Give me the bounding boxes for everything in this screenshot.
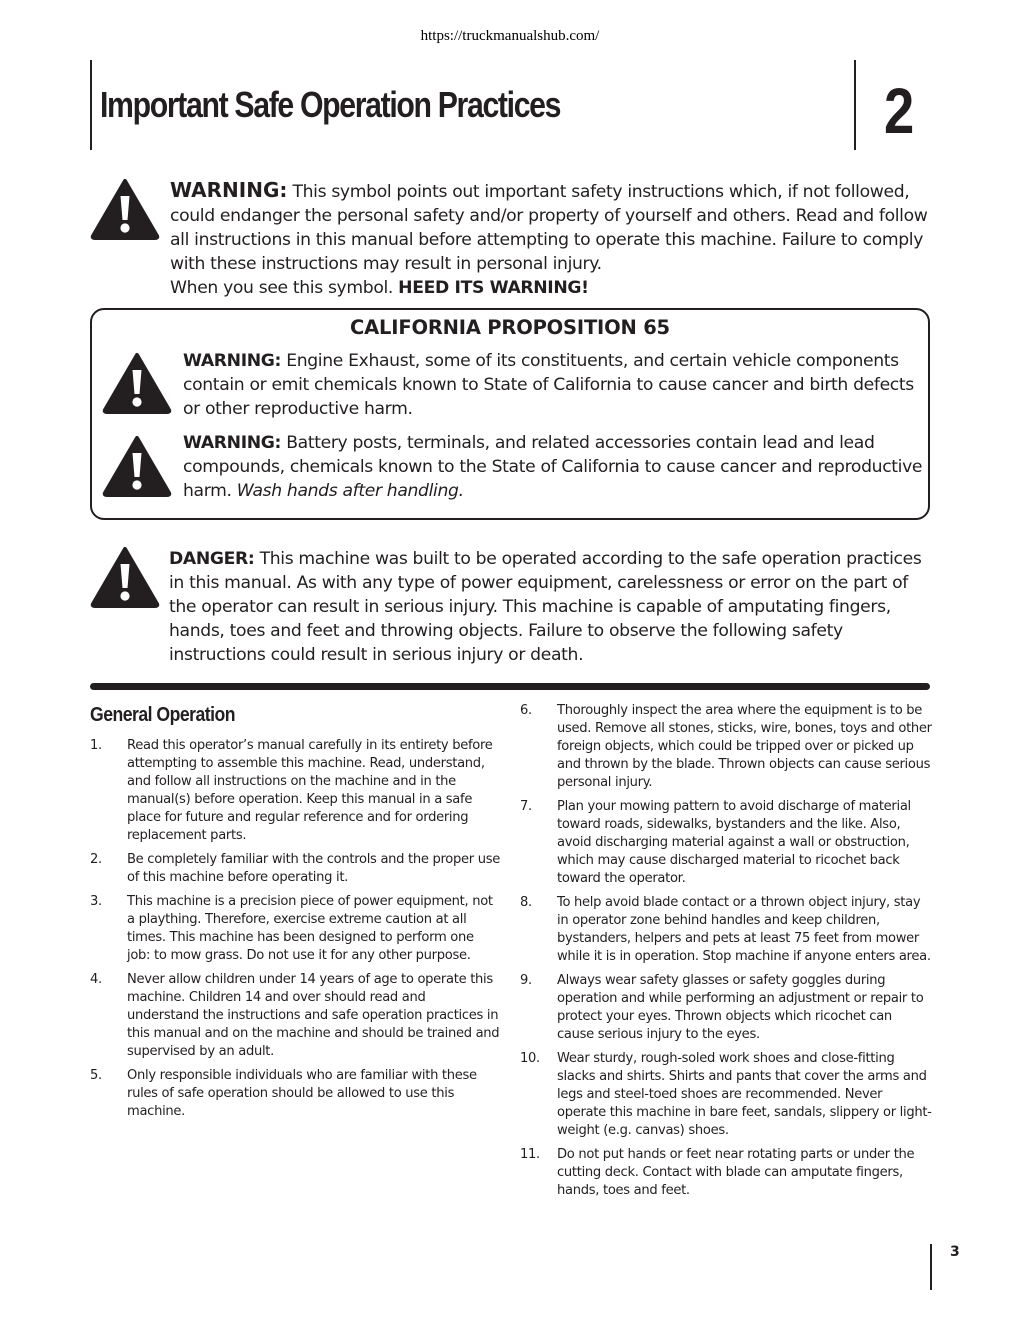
wash-hands-note: Wash hands after handling. xyxy=(236,481,464,501)
list-item-text: Read this operator’s manual carefully in its entirety before attempting to assemble this machine. Read, understand, and follow all instructions on the machine and in the manual(s) before operation. Keep this manual in a safe place for future and regular reference and for ordering replacement parts. xyxy=(127,738,493,843)
list-item-number: 6. xyxy=(520,703,532,718)
prop65-warning1-text: Engine Exhaust, some of its constituents, and certain vehicle components contain or emit chemicals known to State of California to cause cancer and birth defects or other reproductive harm. xyxy=(183,351,914,419)
footer-rule xyxy=(930,1244,932,1290)
prop65-warning2-text: Battery posts, terminals, and related accessories contain lead and lead compounds, chemicals known to the State of California to cause cancer and reproductive harm. xyxy=(183,433,923,501)
prop65-warning2-label: WARNING: xyxy=(183,433,282,453)
list-item xyxy=(90,971,500,1061)
general-operation-list-right xyxy=(520,702,932,1206)
prop65-warning-exhaust xyxy=(183,349,923,421)
warning-label: WARNING: xyxy=(170,178,288,202)
warning-triangle-icon xyxy=(90,178,160,240)
list-item-text: To help avoid blade contact or a thrown object injury, stay in operator zone behind handles and keep children, bystanders, helpers and pets at least 75 feet from mower while it is in operation. Stop machine if anyone enters area. xyxy=(557,895,931,964)
list-item xyxy=(520,798,932,888)
list-item xyxy=(90,851,500,887)
list-item-text: Always wear safety glasses or safety goggles during operation and while performing an adjustment or repair to protect your eyes. Thrown objects which ricochet can cause serious injury to the eyes. xyxy=(557,973,924,1042)
list-item xyxy=(520,894,932,966)
source-url[interactable]: https://truckmanualshub.com/ xyxy=(420,28,600,44)
prop65-warning-battery xyxy=(183,431,923,503)
general-operation-heading: General Operation xyxy=(90,703,236,726)
warning-triangle-icon xyxy=(102,435,172,497)
page-number: 3 xyxy=(950,1244,960,1260)
list-item-number: 9. xyxy=(520,973,532,988)
list-item xyxy=(90,737,500,845)
chapter-number: 2 xyxy=(884,75,915,147)
list-item-number: 2. xyxy=(90,852,102,867)
list-item xyxy=(90,1067,500,1121)
heed-warning-text: HEED ITS WARNING! xyxy=(398,278,589,298)
prop65-title: CALIFORNIA PROPOSITION 65 xyxy=(350,316,670,339)
list-item-text: Plan your mowing pattern to avoid discharge of material toward roads, sidewalks, bystanders and the like. Also, avoid discharging material against a wall or obstruction, which may cause discharged material to ricochet back toward the operator. xyxy=(557,799,911,886)
danger-label: DANGER: xyxy=(169,549,255,569)
list-item xyxy=(520,1146,932,1200)
danger-paragraph xyxy=(169,547,933,667)
list-item xyxy=(520,1050,932,1140)
list-item-text: This machine is a precision piece of power equipment, not a plaything. Therefore, exercise extreme caution at all times. This machine has been designed to perform one job: to mow grass. Do not use it for any other purpose. xyxy=(127,894,493,963)
list-item-number: 3. xyxy=(90,894,102,909)
warning-text: This symbol points out important safety instructions which, if not followed, could endanger the personal safety and/or property of yourself and others. Read and follow all instructions in this manual before attempting to operate this machine. Failure to comply with these instructions may result in personal injury. xyxy=(170,182,928,274)
warning-triangle-icon xyxy=(102,352,172,414)
list-item-text: Be completely familiar with the controls and the proper use of this machine before operating it. xyxy=(127,852,500,885)
list-item-number: 1. xyxy=(90,738,102,753)
list-item-number: 7. xyxy=(520,799,532,814)
list-item-text: Thoroughly inspect the area where the equipment is to be used. Remove all stones, sticks, wire, bones, toys and other foreign objects, which could be tripped over or picked up and thrown by the blade. Thrown objects can cause serious personal injury. xyxy=(557,703,932,790)
danger-triangle-icon xyxy=(90,546,160,608)
list-item-number: 4. xyxy=(90,972,102,987)
list-item xyxy=(520,702,932,792)
title-left-rule xyxy=(90,60,92,150)
list-item-text: Only responsible individuals who are familiar with these rules of safe operation should be allowed to use this machine. xyxy=(127,1068,477,1119)
list-item-number: 8. xyxy=(520,895,532,910)
chapter-rule xyxy=(854,60,856,150)
warning-line2-text: When you see this symbol. xyxy=(170,278,399,298)
section-divider xyxy=(90,683,930,690)
danger-text: This machine was built to be operated according to the safe operation practices in this manual. As with any type of power equipment, carelessness or error on the part of the operator can result in serious injury. This machine is capable of amputating fingers, hands, toes and feet and throwing objects. Failure to observe the following safety instructions could result in serious injury or death. xyxy=(169,549,922,665)
list-item xyxy=(90,893,500,965)
list-item-text: Do not put hands or feet near rotating parts or under the cutting deck. Contact with blade can amputate fingers, hands, toes and feet. xyxy=(557,1147,915,1198)
page-title: Important Safe Operation Practices xyxy=(100,84,561,125)
general-operation-list-left xyxy=(90,737,500,1127)
list-item-number: 5. xyxy=(90,1068,102,1083)
list-item-number: 10. xyxy=(520,1051,540,1066)
prop65-warning1-label: WARNING: xyxy=(183,351,282,371)
list-item xyxy=(520,972,932,1044)
list-item-text: Never allow children under 14 years of age to operate this machine. Children 14 and over should read and understand the instructions and safe operation practices in this manual and on the machine and should be trained and supervised by an adult. xyxy=(127,972,500,1059)
list-item-text: Wear sturdy, rough-soled work shoes and close-fitting slacks and shirts. Shirts and pants that cover the arms and legs and steel-toed shoes are recommended. Never operate this machine in bare feet, sandals, slippery or light-weight (e.g. canvas) shoes. xyxy=(557,1051,932,1138)
list-item-number: 11. xyxy=(520,1147,540,1162)
warning-paragraph xyxy=(170,178,930,300)
